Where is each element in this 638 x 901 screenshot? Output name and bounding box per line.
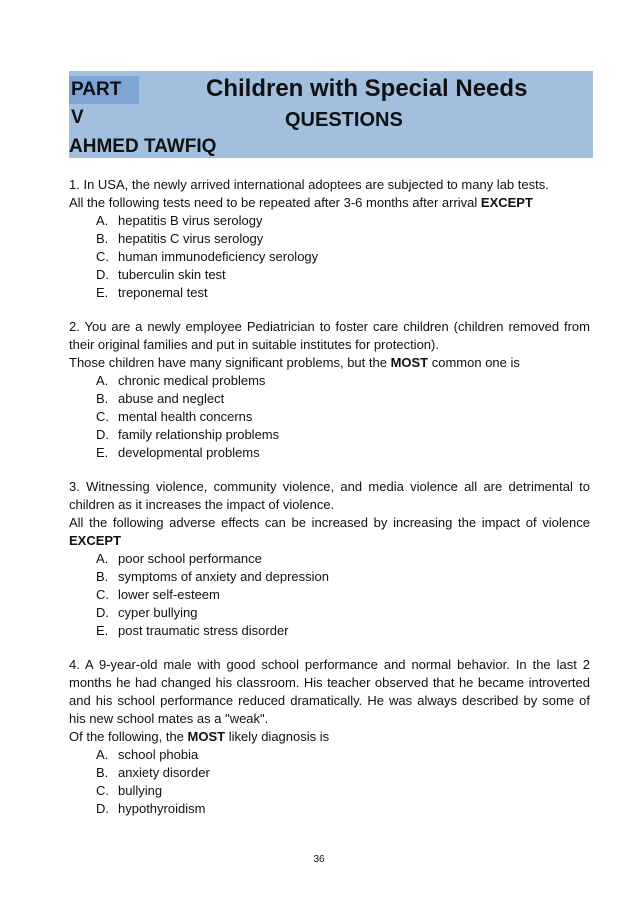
answer-option	[96, 408, 590, 426]
question-text	[69, 318, 590, 354]
answer-option	[96, 284, 590, 302]
option-letter: D.	[96, 267, 109, 282]
answer-option	[96, 800, 590, 818]
option-text: anxiety disorder	[118, 765, 210, 780]
option-letter: A.	[96, 551, 109, 566]
question-text-segment: 1. In USA, the newly arrived international adoptees are subjected to many lab tests.	[69, 177, 549, 192]
question-text	[69, 194, 590, 212]
option-text: abuse and neglect	[118, 391, 225, 406]
emphasis-text: MOST	[187, 729, 226, 744]
option-letter: B.	[96, 231, 109, 246]
option-text: lower self-esteem	[118, 587, 220, 602]
author-name: AHMED TAWFIQ	[69, 136, 217, 157]
answer-option	[96, 622, 590, 640]
question-text-segment: 3. Witnessing violence, community violence, and media violence all are detrimental to children as it increases the impact of violence.	[69, 479, 590, 512]
page-number: 36	[313, 854, 325, 865]
option-letter: C.	[96, 409, 109, 424]
question-text-segment: likely diagnosis is	[225, 729, 330, 744]
answer-option	[96, 764, 590, 782]
option-letter: A.	[96, 213, 109, 228]
answer-option	[96, 426, 590, 444]
option-letter: D.	[96, 427, 109, 442]
option-text: cyper bullying	[118, 605, 198, 620]
question-text	[69, 728, 590, 746]
answer-option	[96, 248, 590, 266]
emphasis-text: EXCEPT	[69, 533, 122, 548]
option-letter: B.	[96, 391, 109, 406]
option-letter: C.	[96, 783, 109, 798]
question-text-segment: All the following tests need to be repeated after 3-6 months after arrival	[69, 195, 481, 210]
emphasis-text: EXCEPT	[480, 195, 533, 210]
option-letter: D.	[96, 605, 109, 620]
option-text: tuberculin skin test	[118, 267, 226, 282]
section-subtitle: QUESTIONS	[285, 109, 403, 131]
option-letter: E.	[96, 445, 109, 460]
option-letter: C.	[96, 249, 109, 264]
option-text: school phobia	[118, 747, 199, 762]
option-letter: B.	[96, 765, 109, 780]
option-text: treponemal test	[118, 285, 208, 300]
question-1	[69, 176, 590, 302]
answer-option	[96, 444, 590, 462]
option-text: human immunodeficiency serology	[118, 249, 319, 264]
question-text	[69, 478, 590, 514]
option-text: poor school performance	[118, 551, 262, 566]
answer-option	[96, 550, 590, 568]
part-label: PART V	[69, 76, 139, 104]
option-text: hypothyroidism	[118, 801, 206, 816]
answer-options	[69, 212, 590, 302]
question-4	[69, 656, 590, 818]
answer-option	[96, 230, 590, 248]
question-text	[69, 514, 590, 550]
option-text: chronic medical problems	[118, 373, 266, 388]
answer-option	[96, 604, 590, 622]
question-text-segment: All the following adverse effects can be increased by increasing the impact of violence	[69, 515, 590, 530]
option-text: hepatitis C virus serology	[118, 231, 264, 246]
question-text-segment: 2. You are a newly employee Pediatrician to foster care children (children removed from their original families and put in suitable institutes for protection).	[69, 319, 590, 352]
question-3	[69, 478, 590, 640]
answer-option	[96, 568, 590, 586]
option-text: bullying	[118, 783, 163, 798]
option-text: post traumatic stress disorder	[118, 623, 289, 638]
option-letter: E.	[96, 623, 109, 638]
option-letter: D.	[96, 801, 109, 816]
answer-option	[96, 782, 590, 800]
answer-options	[69, 746, 590, 818]
option-letter: E.	[96, 285, 109, 300]
answer-option	[96, 372, 590, 390]
emphasis-text: MOST	[390, 355, 429, 370]
answer-options	[69, 550, 590, 640]
option-text: developmental problems	[118, 445, 260, 460]
question-text	[69, 354, 590, 372]
option-letter: A.	[96, 373, 109, 388]
option-letter: C.	[96, 587, 109, 602]
option-letter: A.	[96, 747, 109, 762]
question-2	[69, 318, 590, 462]
question-text-segment: common one is	[428, 355, 520, 370]
question-text	[69, 656, 590, 728]
option-text: symptoms of anxiety and depression	[118, 569, 329, 584]
answer-option	[96, 746, 590, 764]
questions-list	[69, 176, 590, 834]
option-text: family relationship problems	[118, 427, 280, 442]
answer-option	[96, 390, 590, 408]
question-text	[69, 176, 590, 194]
question-text-segment: Those children have many significant problems, but the	[69, 355, 391, 370]
answer-option	[96, 266, 590, 284]
chapter-title: Children with Special Needs	[206, 75, 528, 102]
question-text-segment: Of the following, the	[69, 729, 188, 744]
answer-option	[96, 212, 590, 230]
question-text-segment: 4. A 9-year-old male with good school performance and normal behavior. In the last 2 months he had changed his classroom. His teacher observed that he became introverted and his school performance reduced dramatically. He was always described by some of his new school mates as a "weak".	[69, 657, 590, 726]
option-letter: B.	[96, 569, 109, 584]
answer-option	[96, 586, 590, 604]
option-text: hepatitis B virus serology	[118, 213, 263, 228]
option-text: mental health concerns	[118, 409, 253, 424]
answer-options	[69, 372, 590, 462]
